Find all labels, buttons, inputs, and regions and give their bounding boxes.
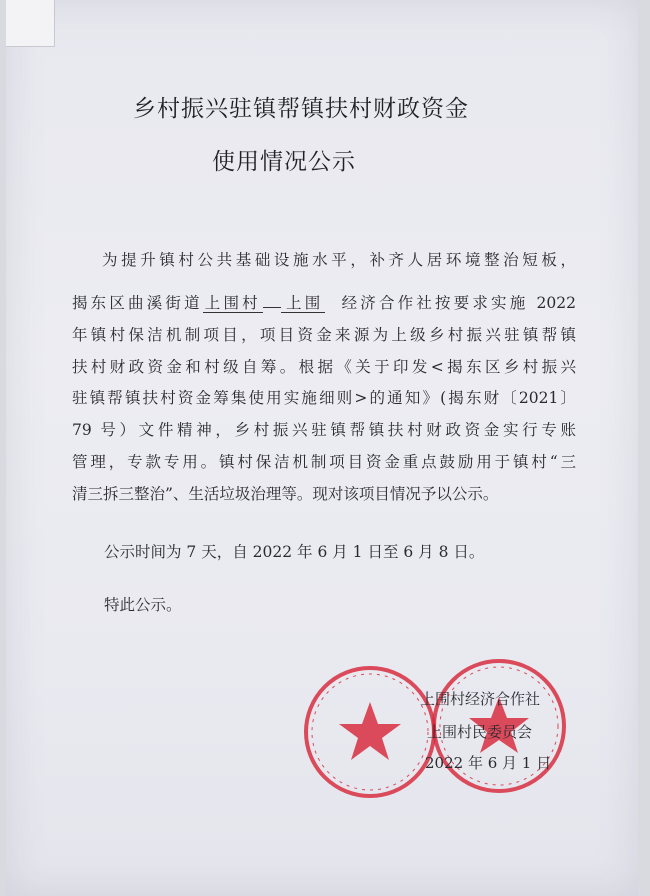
paragraph-line: 清三拆三整治”、生活垃圾治理等。现对该项目情况予以公示。 — [72, 485, 499, 503]
paragraph-line — [72, 288, 576, 320]
signature-org-1: 上围村经济合作社 — [420, 690, 541, 708]
notice-period: 公示时间为 7 天，自 2022 年 6 月 1 日至 6 月 8 日。 — [104, 543, 485, 561]
paragraph-line: 扶村财政资金和村级自筹。根据《关于印发<揭东区乡村振兴 — [72, 358, 576, 376]
fill-in-blank — [263, 307, 281, 308]
seal-stamp-left — [300, 662, 440, 802]
paragraph-line: 年镇村保洁机制项目，项目资金来源为上级乡村振兴驻镇帮镇 — [72, 326, 576, 344]
paper-scrap — [6, 0, 55, 47]
text-segment: 经济合作社按要求实施 2022 — [341, 294, 576, 312]
fill-in-coop: 上围 — [282, 294, 324, 312]
signature-date: 2022 年 6 月 1 日 — [425, 754, 552, 772]
fill-in-village: 上围村 — [204, 294, 261, 312]
paragraph-line: 为提升镇村公共基础设施水平，补齐人居环境整治短板， — [102, 251, 576, 269]
document-title-line2: 使用情况公示 — [212, 149, 356, 175]
paragraph-line: 管理，专款专用。镇村保洁机制项目资金重点鼓励用于镇村“三 — [72, 453, 576, 471]
paragraph-line: 79 号）文件精神，乡村振兴驻镇帮镇扶村财政资金实行专账 — [72, 421, 576, 439]
paragraph-line: 驻镇帮镇扶村资金筹集使用实施细则>的通知》(揭东财〔2021〕 — [72, 389, 576, 407]
closing-remark: 特此公示。 — [104, 596, 182, 614]
text-segment: 揭东区曲溪街道 — [72, 294, 203, 312]
document-title-line1: 乡村振兴驻镇帮镇扶村财政资金 — [133, 96, 469, 122]
signature-org-2: 上围村民委员会 — [427, 723, 533, 741]
